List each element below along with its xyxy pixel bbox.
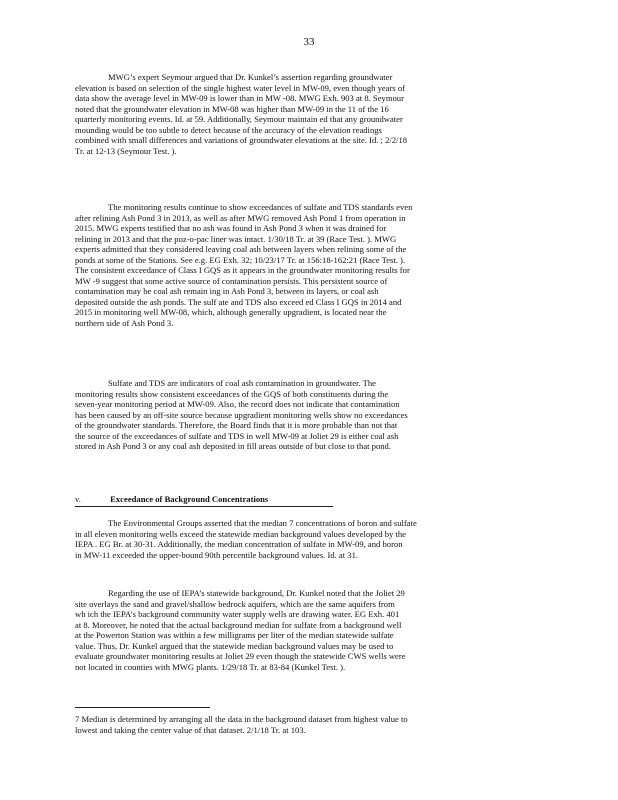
text-line: mounding would be too subtle to detect because of the accuracy of the elevation readings — [75, 124, 382, 135]
text-line: at the Powerton Station was within a few milligrams per liter of the median statewide sulfate — [75, 630, 394, 640]
text-line: experts admitted that they considered leaving coal ash between layers when relining some of the — [75, 244, 407, 254]
text-line: evaluate groundwater monitoring results at Joliet 29 even though the statewide CWS wells were — [75, 651, 406, 661]
text-line: at 8. Moreover, he noted that the actual background median for sulfate from a background well — [75, 619, 402, 630]
text-line: elevation is based on selection of the single highest water level in MW-09, even though years of — [75, 82, 406, 93]
text-line: deposited outside the ash ponds. The sulf ate and TDS also exceed ed Class I GQS in 2014 and — [75, 296, 402, 307]
footnote-line: lowest and taking the center value of that dataset. 2/1/18 Tr. at 103. — [75, 724, 306, 735]
text-line: 2015 in monitoring well MW-08, which, although generally upgradient, is located near the — [75, 307, 387, 317]
paragraph-environmental-groups — [75, 518, 520, 560]
footnote-separator — [75, 707, 210, 708]
text-line: after relining Ash Pond 3 in 2013, as well as after MWG removed Ash Pond 1 from operation in — [75, 212, 406, 223]
text-line: has been caused by an off-site source because upgradient monitoring wells show no exceedances — [75, 409, 408, 420]
text-line: of the groundwater standards. Therefore, the Board finds that it is more probable than not that — [75, 420, 398, 430]
paragraph-monitoring-results — [75, 202, 520, 328]
text-line: noted that the groundwater elevation in MW-08 was higher than MW-09 in the 11 of the 16 — [75, 103, 389, 114]
section-heading-number: v. — [75, 494, 81, 504]
text-line: Sulfate and TDS are indicators of coal ash contamination in groundwater. The — [108, 378, 376, 388]
text-line: northern side of Ash Pond 3. — [75, 317, 174, 328]
text-line: The Environmental Groups asserted that the median 7 concentrations of boron and sulfate — [108, 518, 417, 528]
text-line: Regarding the use of IEPA’s statewide background, Dr. Kunkel noted that the Joliet 29 — [108, 588, 405, 598]
paragraph-sulfate-tds — [75, 378, 520, 452]
section-heading — [75, 494, 333, 507]
text-line: MWG’s expert Seymour argued that Dr. Kunkel’s assertion regarding groundwater — [108, 72, 393, 82]
text-line: quarterly monitoring events. Id. at 59. Additionally, Seymour maintain ed that any groundwater — [75, 114, 403, 124]
paragraph-seymour — [75, 72, 520, 156]
text-line: data show the average level in MW-09 is lower than in MW -08. MWG Exh. 903 at 8. Seymour — [75, 93, 404, 103]
text-line: ponds at some of the Stations. See e.g. EG Exh. 32; 10/23/17 Tr. at 156:18-162:21 (Race Test. ). — [75, 254, 406, 265]
text-line: 2015. MWG experts testified that no ash was found in Ash Pond 3 when it was drained for — [75, 223, 387, 233]
text-line: stored in Ash Pond 3 or any coal ash deposited in fill areas outside of but close to that pond. — [75, 441, 392, 451]
page-number: 33 — [303, 36, 315, 48]
paragraph-iepa-background — [75, 588, 520, 672]
text-line: The consistent exceedance of Class I GQS as it appears in the groundwater monitoring results for — [75, 265, 410, 275]
footnote — [75, 714, 520, 735]
text-line: MW -9 suggest that some active source of contamination persists. This persistent source of — [75, 275, 388, 286]
text-line: not located in counties with MWG plants. 1/29/18 Tr. at 83-84 (Kunkel Test. ). — [75, 661, 346, 672]
text-line: IEPA . EG Br. at 30-31. Additionally, the median concentration of sulfate in MW-09, and boron — [75, 539, 403, 549]
text-line: value. Thus, Dr. Kunkel argued that the statewide median background values may be used to — [75, 640, 394, 651]
text-line: seven-year monitoring period at MW-09. Also, the record does not indicate that contamination — [75, 399, 400, 409]
text-line: contamination may be coal ash remain ing in Ash Pond 3, between its layers, or coal ash — [75, 286, 379, 296]
text-line: The monitoring results continue to show exceedances of sulfate and TDS standards even — [108, 202, 413, 212]
text-line: Tr. at 12-13 (Seymour Test. ). — [75, 145, 177, 156]
text-line: site overlays the sand and gravel/shallow bedrock aquifers, which are the same aquifers from — [75, 598, 395, 609]
text-line: in MW-11 exceeded the upper-bound 90th percentile background values. Id. at 31. — [75, 549, 359, 560]
text-line: wh ich the IEPA’s background community water supply wells are drawing water. EG Exh. 401 — [75, 609, 400, 619]
text-line: in all eleven monitoring wells exceed the statewide median background values developed by the — [75, 528, 406, 539]
section-heading-title: Exceedance of Background Concentrations — [110, 494, 269, 504]
text-line: monitoring results show consistent exceedances of the GQS of both constituents during the — [75, 388, 389, 399]
footnote-line: 7 Median is determined by arranging all the data in the background dataset from highest value to — [75, 714, 408, 724]
text-line: the source of the exceedances of sulfate and TDS in well MW-09 at Joliet 29 is either coal ash — [75, 430, 399, 441]
text-line: relining in 2013 and that the poz-o-pac liner was intact. 1/30/18 Tr. at 39 (Race Test. ). MWG — [75, 233, 397, 244]
text-line: combined with small differences and variations of groundwater elevations at the site. Id. ; 2/2/18 — [75, 135, 408, 145]
